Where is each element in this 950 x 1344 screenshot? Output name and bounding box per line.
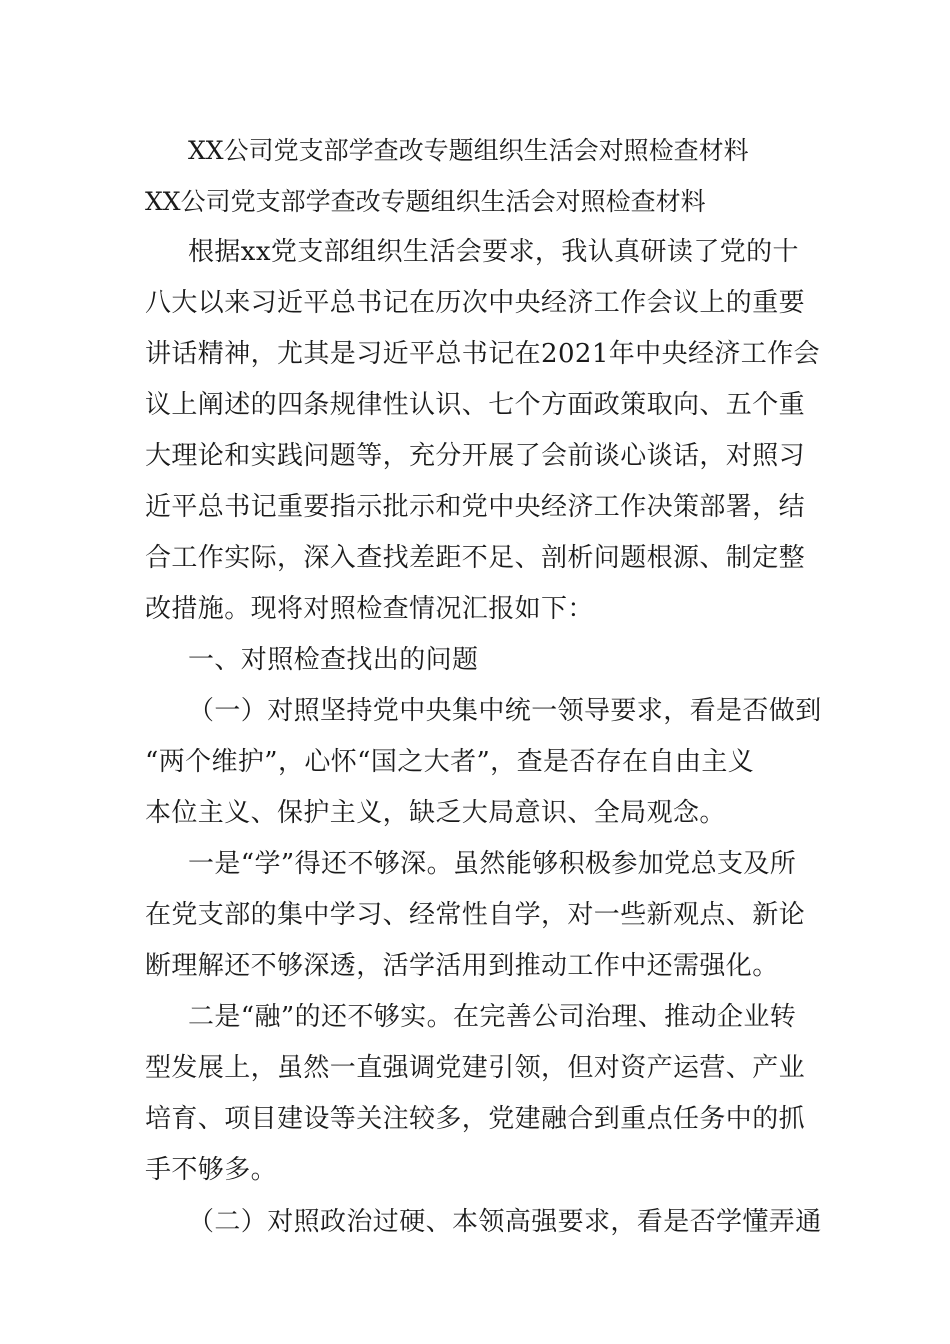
- paragraph-line-7: 合工作实际，深入查找差距不足、剖析问题根源、制定整: [145, 543, 806, 573]
- point-two-line-2: 型发展上，虽然一直强调党建引领，但对资产运营、产业: [145, 1053, 806, 1083]
- paragraph-line-3: 讲话精神，尤其是习近平总书记在2021年中央经济工作会: [145, 339, 820, 369]
- point-two-line-3: 培育、项目建设等关注较多，党建融合到重点任务中的抓: [145, 1104, 806, 1134]
- point-two-line-4: 手不够多。: [145, 1155, 278, 1185]
- paragraph-line-4: 议上阐述的四条规律性认识、七个方面政策取向、五个重: [145, 390, 806, 420]
- document-subtitle: XX公司党支部学查改专题组织生活会对照检查材料: [145, 187, 706, 216]
- paragraph-line-5: 大理论和实践问题等，充分开展了会前谈心谈话，对照习: [145, 441, 806, 471]
- paragraph-line-6: 近平总书记重要指示批示和党中央经济工作决策部署，结: [145, 492, 806, 522]
- point-one-line-2: 在党支部的集中学习、经常性自学，对一些新观点、新论: [145, 900, 806, 930]
- section-heading-1: 一、对照检查找出的问题: [188, 645, 479, 675]
- point-two-line-1: 二是“融”的还不够实。在完善公司治理、推动企业转: [188, 1002, 797, 1032]
- paragraph-line-2: 八大以来习近平总书记在历次中央经济工作会议上的重要: [145, 288, 806, 318]
- subsection-line-2: “两个维护”，心怀“国之大者”，查是否存在自由主义: [145, 747, 755, 777]
- paragraph-line-8: 改措施。现将对照检查情况汇报如下：: [145, 594, 594, 624]
- point-one-line-1: 一是“学”得还不够深。虽然能够积极参加党总支及所: [188, 849, 797, 879]
- document-title: XX公司党支部学查改专题组织生活会对照检查材料: [188, 136, 749, 165]
- paragraph-line-1: 根据xx党支部组织生活会要求，我认真研读了党的十: [188, 237, 799, 267]
- subsection-line-1: （一）对照坚持党中央集中统一领导要求，看是否做到: [188, 696, 822, 726]
- subsection-line-3: 本位主义、保护主义，缺乏大局意识、全局观念。: [145, 798, 726, 828]
- subsection-two-line-1: （二）对照政治过硬、本领高强要求，看是否学懂弄通: [188, 1207, 822, 1237]
- point-one-line-3: 断理解还不够深透，活学活用到推动工作中还需强化。: [145, 951, 779, 981]
